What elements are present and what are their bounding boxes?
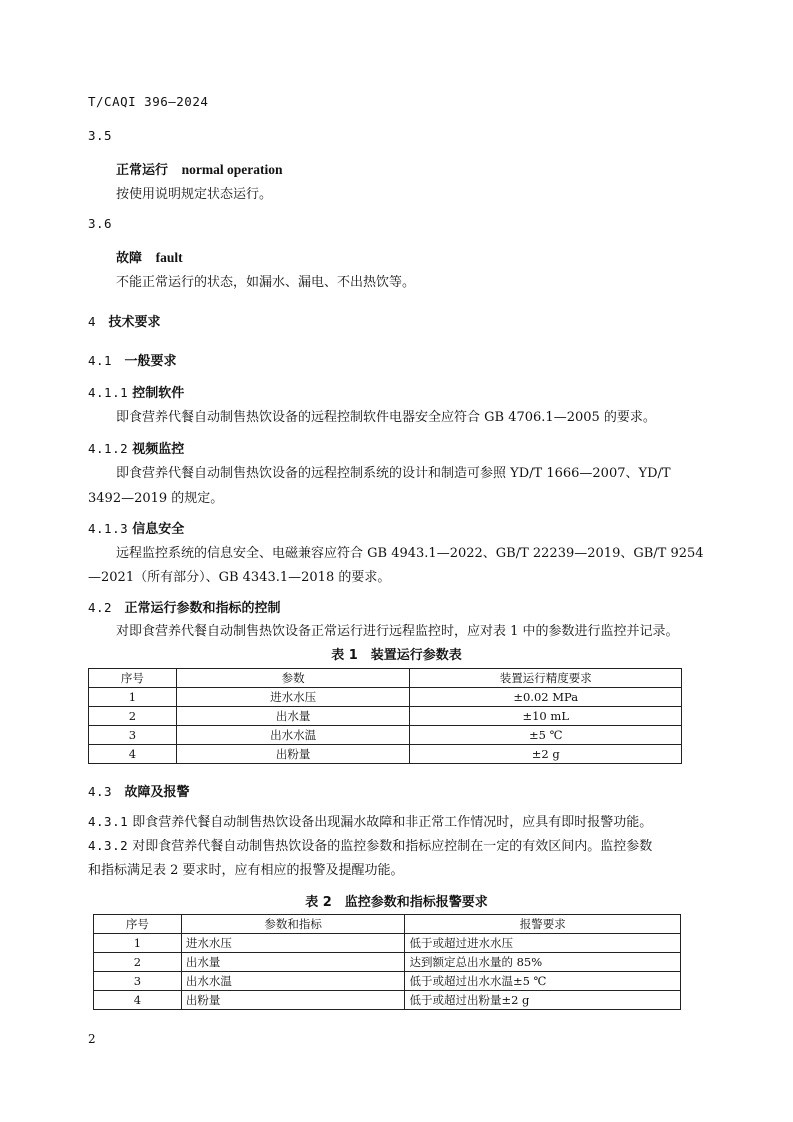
table-header-row <box>89 669 682 688</box>
table-cell: 2 <box>89 707 177 726</box>
clause-3-5-definition: 按使用说明规定状态运行。 <box>116 187 273 202</box>
table-cell: 进水水压 <box>176 688 410 707</box>
term-english: normal operation <box>181 162 283 177</box>
header-cell: 序号 <box>89 669 177 688</box>
table-row <box>89 707 682 726</box>
table-cell: 出水量 <box>181 953 405 972</box>
table-cell: 低于或超过出水水温±5 ℃ <box>405 972 681 991</box>
table-cell: 2 <box>94 953 182 972</box>
section-4-1-3-text-line2: —2021（所有部分）、GB 4343.1—2018 的要求。 <box>88 570 391 585</box>
term-english: fault <box>155 250 183 265</box>
table-cell: 3 <box>89 726 177 745</box>
table-cell: ±0.02 MPa <box>410 688 682 707</box>
term-chinese: 故障 <box>116 251 143 266</box>
clause-3-5-term <box>116 159 282 178</box>
table-cell: 3 <box>94 972 182 991</box>
table-row <box>94 991 681 1010</box>
table-2-caption: 表 2 监控参数和指标报警要求 <box>305 895 488 910</box>
table-row <box>89 745 682 764</box>
table-cell: ±10 mL <box>410 707 682 726</box>
section-4-1-2-text-line1: 即食营养代餐自动制售热饮设备的远程控制系统的设计和制造可参照 YD/T 1666—2007、YD/T <box>116 466 671 481</box>
clause-3-5-number: 3.5 <box>88 128 113 143</box>
section-4-1-1-heading: 4.1.1 控制软件 <box>88 385 185 401</box>
document-code: T/CAQI 396—2024 <box>88 94 209 109</box>
table-cell: 4 <box>89 745 177 764</box>
table-row <box>89 688 682 707</box>
section-4-2-heading: 4.2 正常运行参数和指标的控制 <box>88 600 281 616</box>
section-4-1-1-text: 即食营养代餐自动制售热饮设备的远程控制软件电器安全应符合 GB 4706.1—2005 的要求。 <box>116 410 656 425</box>
table-1 <box>88 668 682 764</box>
table-row <box>94 934 681 953</box>
table-cell: 4 <box>94 991 182 1010</box>
header-cell: 装置运行精度要求 <box>410 669 682 688</box>
section-4-3-2-line2: 和指标满足表 2 要求时，应有相应的报警及提醒功能。 <box>88 863 404 878</box>
table-1-caption: 表 1 装置运行参数表 <box>331 648 462 663</box>
header-cell: 参数 <box>176 669 410 688</box>
clause-3-6-definition: 不能正常运行的状态，如漏水、漏电、不出热饮等。 <box>116 275 416 290</box>
section-4-3-1: 4.3.1 即食营养代餐自动制售热饮设备出现漏水故障和非正常工作情况时，应具有即时报警功能。 <box>88 814 653 830</box>
section-4-1-heading: 4.1 一般要求 <box>88 353 177 369</box>
table-header-row <box>94 915 681 934</box>
section-4-1-3-heading: 4.1.3 信息安全 <box>88 521 185 537</box>
term-chinese: 正常运行 <box>116 163 169 178</box>
table-cell: 出水量 <box>176 707 410 726</box>
table-cell: 1 <box>89 688 177 707</box>
header-cell: 报警要求 <box>405 915 681 934</box>
table-cell: 1 <box>94 934 182 953</box>
page-number: 2 <box>88 1032 96 1046</box>
section-4-1-2-heading: 4.1.2 视频监控 <box>88 441 185 457</box>
table-cell: 出粉量 <box>176 745 410 764</box>
table-row <box>89 726 682 745</box>
section-4-heading: 4 技术要求 <box>88 314 161 330</box>
table-cell: 低于或超过进水水压 <box>405 934 681 953</box>
section-4-1-3-text-line1: 远程监控系统的信息安全、电磁兼容应符合 GB 4943.1—2022、GB/T 22239—2019、GB/T 9254 <box>116 546 704 561</box>
table-cell: 出水水温 <box>176 726 410 745</box>
section-4-1-2-text-line2: 3492—2019 的规定。 <box>88 491 224 506</box>
header-cell: 参数和指标 <box>181 915 405 934</box>
table-cell: 低于或超过出粉量±2 g <box>405 991 681 1010</box>
table-cell: 达到额定总出水量的 85% <box>405 953 681 972</box>
table-cell: ±5 ℃ <box>410 726 682 745</box>
section-4-2-text: 对即食营养代餐自动制售热饮设备正常运行进行远程监控时，应对表 1 中的参数进行监控并记录。 <box>116 624 679 639</box>
table-cell: 进水水压 <box>181 934 405 953</box>
table-cell: 出水水温 <box>181 972 405 991</box>
table-cell: ±2 g <box>410 745 682 764</box>
table-2 <box>93 914 681 1010</box>
section-4-3-2-line1: 4.3.2 对即食营养代餐自动制售热饮设备的监控参数和指标应控制在一定的有效区间内。监控参数 <box>88 838 653 854</box>
table-row <box>94 953 681 972</box>
header-cell: 序号 <box>94 915 182 934</box>
table-cell: 出粉量 <box>181 991 405 1010</box>
section-4-3-heading: 4.3 故障及报警 <box>88 784 190 800</box>
clause-3-6-number: 3.6 <box>88 216 113 231</box>
table-row <box>94 972 681 991</box>
clause-3-6-term <box>116 247 183 266</box>
